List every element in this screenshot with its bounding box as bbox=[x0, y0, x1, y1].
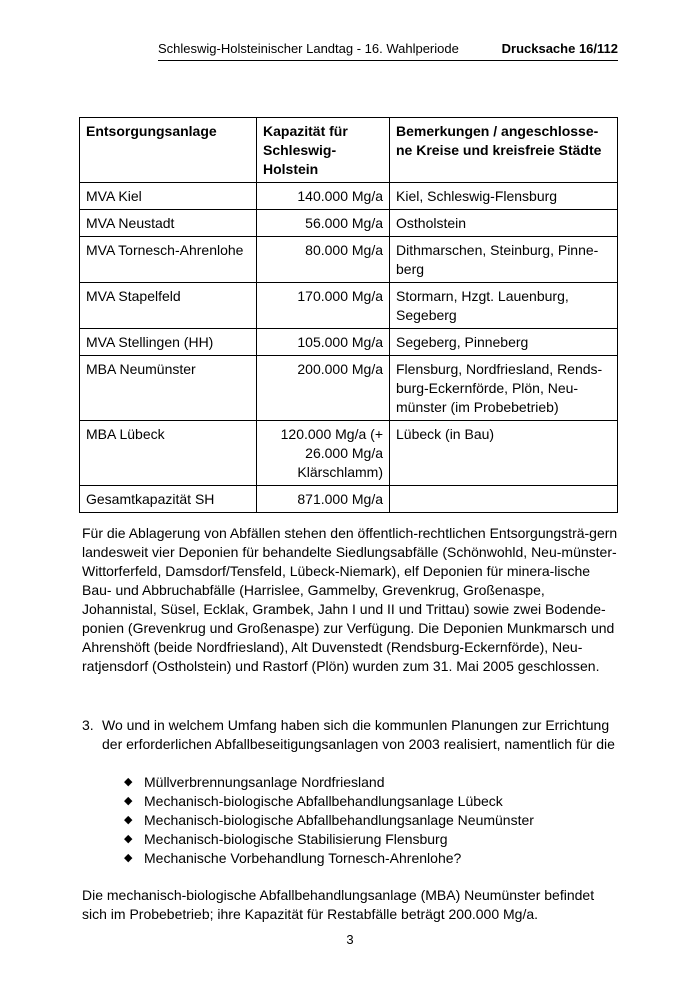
question-text: Wo und in welchem Umfang haben sich die kommunlen Planungen zur Errichtung der erforderlichen Abfallbeseitigungsanlagen von 2003 realisiert, namentlich für die bbox=[102, 717, 615, 752]
page-number: 3 bbox=[346, 932, 354, 947]
facility-name: MVA Kiel bbox=[80, 183, 257, 210]
list-item-text: Mechanisch-biologische Stabilisierung Flensburg bbox=[144, 831, 448, 847]
column-header-capacity: Kapazität für Schleswig-Holstein bbox=[257, 118, 390, 183]
question-number: 3. bbox=[82, 717, 94, 733]
facility-name: MVA Stapelfeld bbox=[80, 283, 257, 329]
column-header-remarks: Bemerkungen / angeschlosse-ne Kreise und kreisfreie Städte bbox=[390, 118, 618, 183]
total-label: Gesamtkapazität SH bbox=[80, 486, 257, 513]
landfill-paragraph: Für die Ablagerung von Abfällen stehen den öffentlich-rechtlichen Entsorgungsträ-gern landesweit vier Deponien für behandelte Siedlungsabfälle (Schönwohld, Neu-münster-Wittorferfeld, Damsdorf/Tensfeld, Lübeck-Niemark), elf Deponien für minera-lische Bau- und Abbruchabfälle (Harrislee, Gammelby, Grevenkrug, Großenaspe, Johannistal, Süsel, Ecklak, Grambek, Jahn I und II und Trittau) sowie zwei Bodende-ponien (Grevenkrug und Großenaspe) zur Verfügung. Die Deponien Munkmarsch und Ahrenshöft (beide Nordfriesland), Alt Duvenstedt (Rendsburg-Eckernförde), Neu-ratjensdorf (Ostholstein) und Rastorf (Plön) wurden zum 31. Mai 2005 geschlossen. bbox=[82, 525, 618, 674]
list-item bbox=[122, 792, 534, 811]
total-remarks bbox=[390, 486, 618, 513]
facility-capacity: 80.000 Mg/a bbox=[257, 237, 390, 283]
table-row bbox=[80, 356, 618, 421]
list-item-text: Mechanisch-biologische Abfallbehandlungsanlage Lübeck bbox=[144, 793, 503, 809]
drucksache-number: Drucksache 16/112 bbox=[501, 41, 618, 56]
answer-paragraph: Die mechanisch-biologische Abfallbehandlungsanlage (MBA) Neumünster befindet sich im Probebetrieb; ihre Kapazität für Restabfälle beträgt 200.000 Mg/a. bbox=[82, 887, 595, 922]
list-item-text: Mechanische Vorbehandlung Tornesch-Ahrenlohe? bbox=[144, 850, 462, 866]
facility-remarks: Ostholstein bbox=[390, 210, 618, 237]
facility-capacity: 56.000 Mg/a bbox=[257, 210, 390, 237]
diamond-bullet-icon: ◆ bbox=[124, 814, 133, 826]
diamond-bullet-icon: ◆ bbox=[124, 776, 133, 788]
table-row bbox=[80, 421, 618, 486]
facility-name: MVA Tornesch-Ahrenlohe bbox=[80, 237, 257, 283]
table-row bbox=[80, 283, 618, 329]
table-row bbox=[80, 237, 618, 283]
facility-remarks: Kiel, Schleswig-Flensburg bbox=[390, 183, 618, 210]
facility-remarks: Flensburg, Nordfriesland, Rends-burg-Eckernförde, Plön, Neu-münster (im Probebetrieb) bbox=[390, 356, 618, 421]
facilities-table bbox=[79, 117, 618, 513]
table-row bbox=[80, 210, 618, 237]
facility-capacity: 105.000 Mg/a bbox=[257, 329, 390, 356]
question-3 bbox=[82, 716, 620, 754]
list-item bbox=[122, 811, 534, 830]
list-item bbox=[122, 849, 534, 868]
table-header-row bbox=[80, 118, 618, 183]
facility-remarks: Dithmarschen, Steinburg, Pinne-berg bbox=[390, 237, 618, 283]
list-item bbox=[122, 773, 534, 792]
facility-capacity: 120.000 Mg/a (+ 26.000 Mg/a Klärschlamm) bbox=[257, 421, 390, 486]
total-capacity: 871.000 Mg/a bbox=[257, 486, 390, 513]
diamond-bullet-icon: ◆ bbox=[124, 795, 133, 807]
list-item-text: Müllverbrennungsanlage Nordfriesland bbox=[144, 774, 385, 790]
diamond-bullet-icon: ◆ bbox=[124, 852, 133, 864]
facility-remarks: Stormarn, Hzgt. Lauenburg, Segeberg bbox=[390, 283, 618, 329]
facility-capacity: 170.000 Mg/a bbox=[257, 283, 390, 329]
facility-name: MBA Lübeck bbox=[80, 421, 257, 486]
facility-remarks: Segeberg, Pinneberg bbox=[390, 329, 618, 356]
facility-remarks: Lübeck (in Bau) bbox=[390, 421, 618, 486]
facility-capacity: 200.000 Mg/a bbox=[257, 356, 390, 421]
diamond-bullet-icon: ◆ bbox=[124, 833, 133, 845]
table-row bbox=[80, 183, 618, 210]
list-item-text: Mechanisch-biologische Abfallbehandlungsanlage Neumünster bbox=[144, 812, 534, 828]
table-row bbox=[80, 329, 618, 356]
header-rule bbox=[158, 60, 618, 61]
facility-capacity: 140.000 Mg/a bbox=[257, 183, 390, 210]
column-header-facility: Entsorgungsanlage bbox=[80, 118, 257, 183]
facility-name: MBA Neumünster bbox=[80, 356, 257, 421]
table-total-row bbox=[80, 486, 618, 513]
facility-name: MVA Stellingen (HH) bbox=[80, 329, 257, 356]
header-title: Schleswig-Holsteinischer Landtag - 16. Wahlperiode bbox=[158, 41, 459, 56]
facility-name: MVA Neustadt bbox=[80, 210, 257, 237]
facility-bullet-list bbox=[122, 773, 534, 868]
list-item bbox=[122, 830, 534, 849]
